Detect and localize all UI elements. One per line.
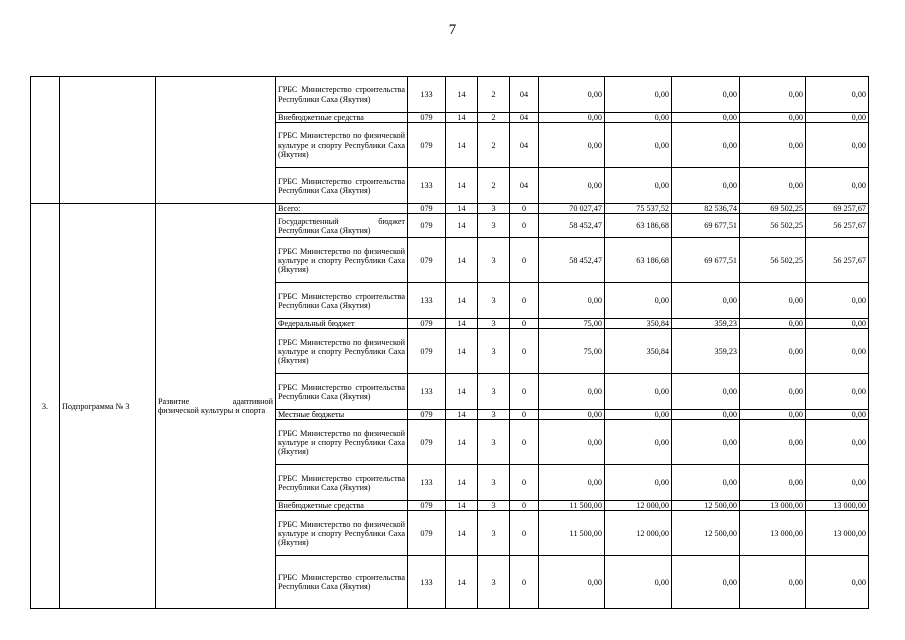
amount-cell: 0,00 xyxy=(672,113,740,123)
amount-cell: 69 257,67 xyxy=(806,204,869,214)
amount-cell: 0,00 xyxy=(672,556,740,609)
amount-cell: 0,00 xyxy=(740,123,806,168)
subprogram-code-cell: 3 xyxy=(478,556,510,609)
event-code-cell: 04 xyxy=(510,123,539,168)
subprogram-name-cell: Развитие адаптивной физической культуры и спорта xyxy=(156,204,276,609)
subprogram-code-cell: 3 xyxy=(478,238,510,283)
funding-source-cell: ГРБС Министерство строительства Республики Саха (Якутия) xyxy=(276,556,408,609)
amount-cell: 0,00 xyxy=(539,113,605,123)
amount-cell: 0,00 xyxy=(806,374,869,410)
section-code-cell: 14 xyxy=(446,465,478,501)
amount-cell: 0,00 xyxy=(806,77,869,113)
amount-cell: 0,00 xyxy=(740,77,806,113)
amount-cell: 82 536,74 xyxy=(672,204,740,214)
amount-cell: 0,00 xyxy=(806,283,869,319)
amount-cell: 0,00 xyxy=(539,556,605,609)
amount-cell: 63 186,68 xyxy=(605,238,672,283)
amount-cell: 0,00 xyxy=(740,556,806,609)
funding-source-cell: ГРБС Министерство строительства Республики Саха (Якутия) xyxy=(276,168,408,204)
event-code-cell: 0 xyxy=(510,420,539,465)
amount-cell: 0,00 xyxy=(672,374,740,410)
subprogram-code-cell: 3 xyxy=(478,501,510,511)
event-code-cell: 0 xyxy=(510,410,539,420)
grbs-code-cell: 133 xyxy=(408,374,446,410)
grbs-code-cell: 133 xyxy=(408,465,446,501)
section-code-cell: 14 xyxy=(446,214,478,238)
table-row xyxy=(31,204,869,214)
event-code-cell: 0 xyxy=(510,501,539,511)
section-code-cell: 14 xyxy=(446,283,478,319)
amount-cell: 0,00 xyxy=(806,410,869,420)
amount-cell: 12 500,00 xyxy=(672,511,740,556)
amount-cell: 0,00 xyxy=(806,113,869,123)
funding-source-cell: ГРБС Министерство по физической культуре и спорту Республики Саха (Якутия) xyxy=(276,511,408,556)
amount-cell: 0,00 xyxy=(740,113,806,123)
program-number-cell: 3. xyxy=(31,204,60,609)
amount-cell: 69 502,25 xyxy=(740,204,806,214)
funding-source-cell: Внебюджетные средства xyxy=(276,113,408,123)
amount-cell: 0,00 xyxy=(539,283,605,319)
section-code-cell: 14 xyxy=(446,329,478,374)
funding-source-cell: ГРБС Министерство по физической культуре и спорту Республики Саха (Якутия) xyxy=(276,329,408,374)
amount-cell: 0,00 xyxy=(806,465,869,501)
section-code-cell: 14 xyxy=(446,204,478,214)
subprogram-code-cell: 2 xyxy=(478,168,510,204)
grbs-code-cell: 133 xyxy=(408,77,446,113)
amount-cell: 0,00 xyxy=(539,168,605,204)
amount-cell: 0,00 xyxy=(740,374,806,410)
subprogram-code-cell: 3 xyxy=(478,214,510,238)
amount-cell: 0,00 xyxy=(539,374,605,410)
grbs-code-cell: 079 xyxy=(408,501,446,511)
page-number: 7 xyxy=(448,22,457,38)
subprogram-code-cell: 3 xyxy=(478,283,510,319)
amount-cell: 75 537,52 xyxy=(605,204,672,214)
subprogram-code-cell: 3 xyxy=(478,319,510,329)
funding-source-cell: ГРБС Министерство строительства Республики Саха (Якутия) xyxy=(276,374,408,410)
amount-cell: 0,00 xyxy=(740,465,806,501)
section-code-cell: 14 xyxy=(446,420,478,465)
amount-cell: 0,00 xyxy=(672,410,740,420)
amount-cell: 0,00 xyxy=(539,420,605,465)
amount-cell: 350,84 xyxy=(605,329,672,374)
amount-cell: 0,00 xyxy=(539,123,605,168)
amount-cell: 13 000,00 xyxy=(740,501,806,511)
funding-source-cell: Внебюджетные средства xyxy=(276,501,408,511)
amount-cell: 0,00 xyxy=(740,283,806,319)
funding-source-cell: ГРБС Министерство по физической культуре и спорту Республики Саха (Якутия) xyxy=(276,123,408,168)
amount-cell: 0,00 xyxy=(672,465,740,501)
amount-cell: 0,00 xyxy=(672,123,740,168)
event-code-cell: 0 xyxy=(510,556,539,609)
event-code-cell: 0 xyxy=(510,511,539,556)
subprogram-code-cell: 3 xyxy=(478,329,510,374)
event-code-cell: 0 xyxy=(510,319,539,329)
amount-cell: 0,00 xyxy=(806,168,869,204)
event-code-cell: 0 xyxy=(510,214,539,238)
funding-source-cell: ГРБС Министерство строительства Республики Саха (Якутия) xyxy=(276,465,408,501)
amount-cell: 0,00 xyxy=(806,329,869,374)
amount-cell: 13 000,00 xyxy=(806,511,869,556)
subprogram-code-cell: 3 xyxy=(478,465,510,501)
amount-cell: 0,00 xyxy=(672,420,740,465)
amount-cell: 75,00 xyxy=(539,329,605,374)
amount-cell: 0,00 xyxy=(605,113,672,123)
grbs-code-cell: 133 xyxy=(408,168,446,204)
section-code-cell: 14 xyxy=(446,374,478,410)
grbs-code-cell: 079 xyxy=(408,511,446,556)
funding-source-cell: Всего: xyxy=(276,204,408,214)
amount-cell: 69 677,51 xyxy=(672,238,740,283)
grbs-code-cell: 079 xyxy=(408,238,446,283)
amount-cell: 56 257,67 xyxy=(806,238,869,283)
subprogram-code-cell: 2 xyxy=(478,123,510,168)
funding-source-cell: ГРБС Министерство строительства Республики Саха (Якутия) xyxy=(276,283,408,319)
amount-cell: 0,00 xyxy=(605,465,672,501)
funding-source-cell: ГРБС Министерство по физической культуре и спорту Республики Саха (Якутия) xyxy=(276,238,408,283)
amount-cell: 11 500,00 xyxy=(539,501,605,511)
amount-cell: 12 000,00 xyxy=(605,511,672,556)
amount-cell: 58 452,47 xyxy=(539,214,605,238)
subprogram-code-cell: 2 xyxy=(478,77,510,113)
amount-cell: 0,00 xyxy=(605,77,672,113)
event-code-cell: 04 xyxy=(510,113,539,123)
amount-cell: 11 500,00 xyxy=(539,511,605,556)
budget-table-body xyxy=(31,77,869,609)
amount-cell: 0,00 xyxy=(806,420,869,465)
event-code-cell: 0 xyxy=(510,238,539,283)
amount-cell: 58 452,47 xyxy=(539,238,605,283)
funding-source-cell: ГРБС Министерство строительства Республики Саха (Якутия) xyxy=(276,77,408,113)
subprogram-cell: Подпрограмма № 3 xyxy=(60,204,156,609)
amount-cell: 0,00 xyxy=(605,556,672,609)
amount-cell: 0,00 xyxy=(740,319,806,329)
program-cell-empty xyxy=(60,77,156,204)
section-code-cell: 14 xyxy=(446,410,478,420)
section-code-cell: 14 xyxy=(446,113,478,123)
subprogram-code-cell: 2 xyxy=(478,113,510,123)
amount-cell: 63 186,68 xyxy=(605,214,672,238)
subprogram-code-cell: 3 xyxy=(478,511,510,556)
event-code-cell: 0 xyxy=(510,329,539,374)
amount-cell: 0,00 xyxy=(806,319,869,329)
name-cell-empty xyxy=(156,77,276,204)
amount-cell: 0,00 xyxy=(740,329,806,374)
amount-cell: 0,00 xyxy=(605,410,672,420)
grbs-code-cell: 079 xyxy=(408,113,446,123)
budget-table xyxy=(30,76,869,609)
section-code-cell: 14 xyxy=(446,168,478,204)
section-code-cell: 14 xyxy=(446,511,478,556)
funding-source-cell: Местные бюджеты xyxy=(276,410,408,420)
funding-source-cell: ГРБС Министерство по физической культуре и спорту Республики Саха (Якутия) xyxy=(276,420,408,465)
event-code-cell: 0 xyxy=(510,283,539,319)
subprogram-code-cell: 3 xyxy=(478,374,510,410)
grbs-code-cell: 079 xyxy=(408,204,446,214)
amount-cell: 0,00 xyxy=(539,410,605,420)
funding-source-cell: Федеральный бюджет xyxy=(276,319,408,329)
grbs-code-cell: 133 xyxy=(408,556,446,609)
amount-cell: 0,00 xyxy=(672,77,740,113)
amount-cell: 12 000,00 xyxy=(605,501,672,511)
section-code-cell: 14 xyxy=(446,556,478,609)
subprogram-code-cell: 3 xyxy=(478,410,510,420)
grbs-code-cell: 079 xyxy=(408,410,446,420)
amount-cell: 0,00 xyxy=(740,410,806,420)
amount-cell: 13 000,00 xyxy=(740,511,806,556)
amount-cell: 0,00 xyxy=(605,283,672,319)
section-code-cell: 14 xyxy=(446,238,478,283)
amount-cell: 0,00 xyxy=(740,168,806,204)
event-code-cell: 0 xyxy=(510,204,539,214)
amount-cell: 13 000,00 xyxy=(806,501,869,511)
amount-cell: 350,84 xyxy=(605,319,672,329)
grbs-code-cell: 079 xyxy=(408,123,446,168)
amount-cell: 0,00 xyxy=(605,374,672,410)
section-code-cell: 14 xyxy=(446,501,478,511)
event-code-cell: 0 xyxy=(510,465,539,501)
amount-cell: 0,00 xyxy=(605,123,672,168)
amount-cell: 359,23 xyxy=(672,329,740,374)
section-code-cell: 14 xyxy=(446,77,478,113)
amount-cell: 359,23 xyxy=(672,319,740,329)
table-row xyxy=(31,77,869,113)
amount-cell: 0,00 xyxy=(672,168,740,204)
amount-cell: 70 027,47 xyxy=(539,204,605,214)
amount-cell: 0,00 xyxy=(806,123,869,168)
amount-cell: 0,00 xyxy=(605,168,672,204)
section-code-cell: 14 xyxy=(446,319,478,329)
subprogram-code-cell: 3 xyxy=(478,420,510,465)
amount-cell: 0,00 xyxy=(740,420,806,465)
amount-cell: 75,00 xyxy=(539,319,605,329)
amount-cell: 0,00 xyxy=(539,77,605,113)
amount-cell: 56 502,25 xyxy=(740,214,806,238)
event-code-cell: 0 xyxy=(510,374,539,410)
grbs-code-cell: 079 xyxy=(408,329,446,374)
funding-source-cell: Государственный бюджет Республики Саха (Якутия) xyxy=(276,214,408,238)
grbs-code-cell: 079 xyxy=(408,214,446,238)
amount-cell: 12 500,00 xyxy=(672,501,740,511)
subprogram-code-cell: 3 xyxy=(478,204,510,214)
grbs-code-cell: 079 xyxy=(408,420,446,465)
number-cell-empty xyxy=(31,77,60,204)
amount-cell: 0,00 xyxy=(539,465,605,501)
amount-cell: 0,00 xyxy=(605,420,672,465)
amount-cell: 0,00 xyxy=(672,283,740,319)
amount-cell: 69 677,51 xyxy=(672,214,740,238)
amount-cell: 56 502,25 xyxy=(740,238,806,283)
event-code-cell: 04 xyxy=(510,168,539,204)
grbs-code-cell: 079 xyxy=(408,319,446,329)
amount-cell: 0,00 xyxy=(806,556,869,609)
grbs-code-cell: 133 xyxy=(408,283,446,319)
amount-cell: 56 257,67 xyxy=(806,214,869,238)
section-code-cell: 14 xyxy=(446,123,478,168)
event-code-cell: 04 xyxy=(510,77,539,113)
